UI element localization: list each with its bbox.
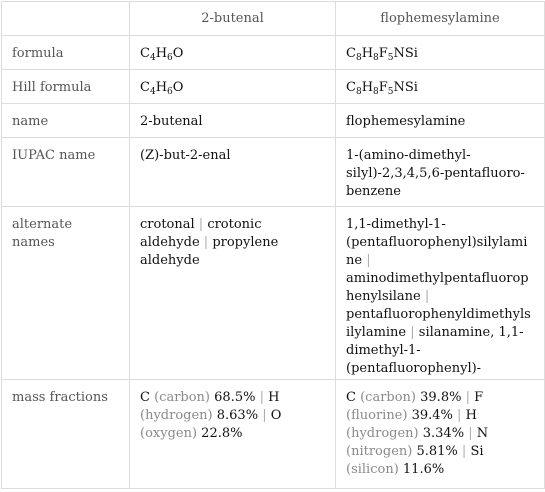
element-percentage: 39.8% (420, 390, 462, 405)
name-row (2, 104, 545, 138)
row-label-formula: formula (2, 36, 130, 70)
iupac-name-row (2, 138, 545, 207)
formula-subscript: 8 (355, 53, 362, 63)
element-percentage: 8.63% (216, 408, 259, 423)
iupac-name-flophemesylamine: 1-(amino-dimethyl-silyl)-2,3,4,5,6-pentafluoro-benzene (336, 138, 545, 207)
hill-formula-row (2, 70, 545, 104)
separator: | (199, 235, 213, 250)
separator: | (457, 444, 471, 459)
formula-symbol: F (378, 46, 388, 61)
formula-subscript: 4 (149, 87, 156, 97)
element-symbol: Si (470, 444, 484, 459)
header-row (2, 2, 545, 36)
element-percentage: 5.81% (416, 444, 458, 459)
formula-symbol: O (172, 46, 184, 61)
formula-subscript: 6 (167, 87, 173, 97)
element-symbol: H (268, 390, 280, 405)
separator: | (362, 253, 371, 268)
separator: | (255, 390, 269, 405)
mass-fraction-entry (140, 390, 255, 405)
row-label-iupac-name: IUPAC name (2, 138, 130, 207)
hill-formula-flophemesylamine (336, 70, 545, 104)
element-percentage: 22.8% (201, 426, 243, 441)
comparison-table (1, 1, 545, 489)
formula-subscript: 8 (373, 53, 379, 63)
formula-symbol: NSi (393, 46, 418, 61)
mass-fractions-flophemesylamine (336, 380, 545, 489)
column-header-flophemesylamine: flophemesylamine (336, 2, 545, 36)
separator: | (452, 408, 466, 423)
formula-flophemesylamine (336, 36, 545, 70)
element-symbol: C (140, 390, 155, 405)
alternate-name: crotonal (140, 217, 195, 232)
element-name: (carbon) (360, 390, 421, 405)
separator: | (194, 217, 208, 232)
alternate-name: silanamine, 1,1-dimethyl-1-(pentafluorophenyl)- (346, 325, 524, 376)
alternate-names-butenal (130, 207, 336, 380)
element-symbol: N (476, 426, 489, 441)
separator: | (258, 408, 271, 423)
alternate-name: 1,1-dimethyl-1-(pentafluorophenyl)silylamine (346, 217, 528, 268)
formula-symbol: H (155, 46, 168, 61)
element-name: (hydrogen) (346, 426, 423, 441)
element-symbol: O (270, 408, 282, 423)
formula-symbol: C (140, 46, 150, 61)
iupac-name-butenal: (Z)-but-2-enal (130, 138, 336, 207)
element-percentage: 39.4% (411, 408, 453, 423)
element-symbol: C (346, 390, 361, 405)
formula-butenal (130, 36, 336, 70)
corner-cell (2, 2, 130, 36)
alternate-name: propylene aldehyde (140, 235, 279, 268)
separator: | (464, 426, 477, 441)
alternate-name: crotonic aldehyde (140, 217, 262, 250)
formula-symbol: O (172, 80, 184, 95)
formula-symbol: H (155, 80, 168, 95)
element-percentage: 11.6% (402, 462, 445, 477)
element-name: (oxygen) (140, 426, 202, 441)
formula-subscript: 4 (149, 53, 156, 63)
element-name: (nitrogen) (346, 444, 417, 459)
element-percentage: 3.34% (422, 426, 465, 441)
alternate-name: pentafluorophenyldimethylsilylamine (346, 307, 531, 340)
formula-subscript: 5 (387, 53, 394, 63)
formula-subscript: 5 (387, 87, 394, 97)
row-label-alternate-names: alternate names (2, 207, 130, 380)
formula-symbol: H (361, 46, 374, 61)
column-header-butenal: 2-butenal (130, 2, 336, 36)
element-name: (fluorine) (346, 408, 412, 423)
alternate-names-row (2, 207, 545, 380)
separator: | (406, 325, 419, 340)
mass-fraction-entry (346, 390, 461, 405)
element-symbol: H (465, 408, 477, 423)
element-symbol: F (474, 390, 484, 405)
formula-symbol: C (346, 80, 356, 95)
name-flophemesylamine: flophemesylamine (336, 104, 545, 138)
hill-formula-butenal (130, 70, 336, 104)
mass-fractions-butenal (130, 380, 336, 489)
row-label-name: name (2, 104, 130, 138)
separator: | (420, 289, 430, 304)
formula-subscript: 6 (167, 53, 173, 63)
alternate-names-flophemesylamine (336, 207, 545, 380)
formula-symbol: H (361, 80, 374, 95)
alternate-name: aminodimethylpentafluorophenylsilane (346, 271, 529, 304)
element-name: (carbon) (154, 390, 215, 405)
name-butenal: 2-butenal (130, 104, 336, 138)
row-label-mass-fractions: mass fractions (2, 380, 130, 489)
formula-subscript: 8 (373, 87, 379, 97)
formula-symbol: C (346, 46, 356, 61)
separator: | (461, 390, 475, 405)
formula-symbol: NSi (393, 80, 418, 95)
element-name: (silicon) (346, 462, 403, 477)
formula-row (2, 36, 545, 70)
row-label-hill-formula: Hill formula (2, 70, 130, 104)
formula-subscript: 8 (355, 87, 362, 97)
formula-symbol: C (140, 80, 150, 95)
formula-symbol: F (378, 80, 388, 95)
element-name: (hydrogen) (140, 408, 217, 423)
element-percentage: 68.5% (214, 390, 256, 405)
mass-fractions-row (2, 380, 545, 489)
